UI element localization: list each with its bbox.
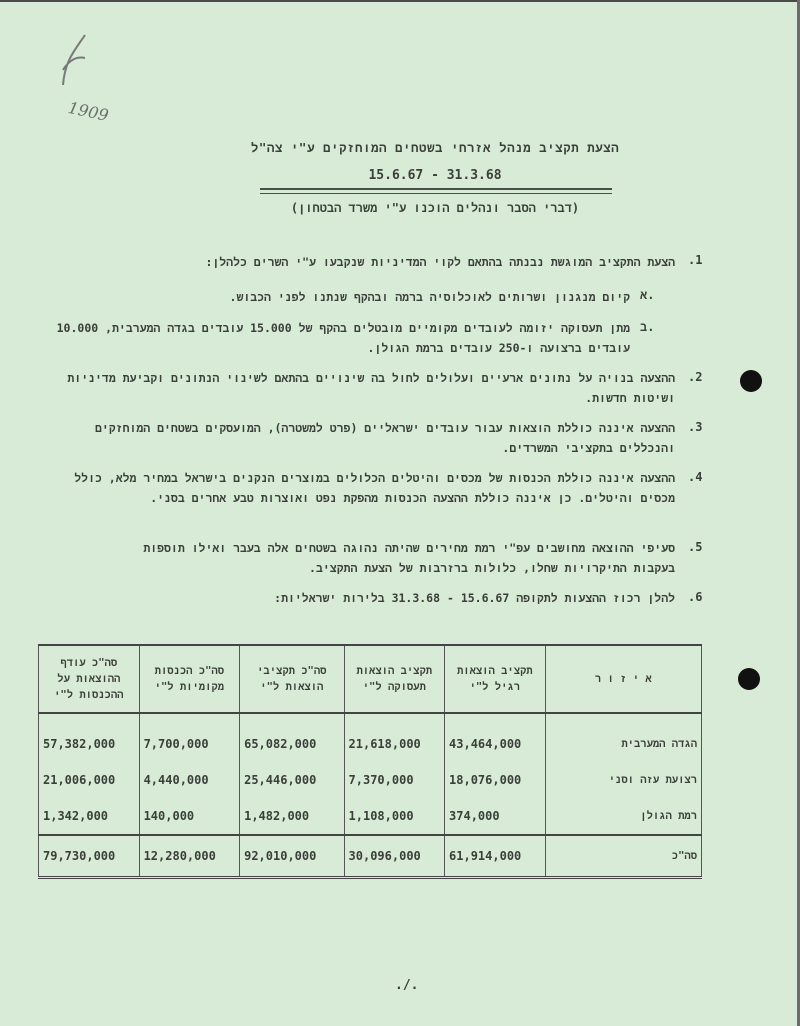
table-row xyxy=(39,713,702,762)
table-header-row xyxy=(39,645,702,713)
item-text: להלן רכוז ההצעות לתקופה 15.6.67 - 31.3.68 בלירות ישראליות: xyxy=(274,591,675,605)
value-cell: 4,440,000 xyxy=(139,762,240,798)
column-header-local-income: סה"כ הכנסות מקומיות ל"י xyxy=(139,645,240,713)
item-number: .1 xyxy=(688,253,703,267)
budget-table xyxy=(38,644,702,879)
column-header-regular-expenses: תקציב הוצאות רגיל ל"י xyxy=(445,645,546,713)
item-number: א. xyxy=(640,288,655,302)
handwritten-number: 1909 xyxy=(66,97,111,126)
handwritten-mark xyxy=(55,30,95,100)
region-cell: רמת הגולן xyxy=(545,798,701,835)
document-dates: 15.6.67 - 31.3.68 xyxy=(368,168,502,183)
table-row xyxy=(39,762,702,798)
value-cell: 374,000 xyxy=(445,798,546,835)
total-value-cell: 12,280,000 xyxy=(139,835,240,878)
item-text: קיום מנגנון ושרותים לאוכלוסיה ברמה ובהקף שנתנו לפני הכבוש. xyxy=(229,290,630,304)
column-header-region: א י ז ו ר xyxy=(545,645,701,713)
table-total-row xyxy=(39,835,702,878)
value-cell: 7,700,000 xyxy=(139,713,240,762)
value-cell: 65,082,000 xyxy=(240,713,344,762)
item-text: מתן תעסוקה יזומה לעובדים מקומיים מובטלים בהקף של 15.000 עובדים בגדה המערבית, 10.000 עובדים ברצועה ו-250 עובדים ברמת הגולן. xyxy=(56,321,630,355)
document-subtitle: (דברי הסבר ונהלים הוכנו ע"י משרד הבטחון) xyxy=(290,201,580,215)
document-title: הצעת תקציב מנהל אזרחי בשטחים המוחזקים ע"י צה"ל xyxy=(250,140,620,155)
value-cell: 1,342,000 xyxy=(39,798,140,835)
value-cell: 21,006,000 xyxy=(39,762,140,798)
column-header-total-expenses: סה"כ תקציבי הוצאות ל"י xyxy=(240,645,344,713)
value-cell: 43,464,000 xyxy=(445,713,546,762)
value-cell: 21,618,000 xyxy=(344,713,445,762)
item-text: ההצעה איננה כוללת הוצאות עבור עובדים ישראליים (פרט למשטרה), המועסקים בשטחים המוחזקים והנכללים בתקציבי המשרדים. xyxy=(94,421,675,455)
item-text: ההצעה בנויה על נתונים ארעיים ועלולים לחול בה שינויים בהתאם לשינוי הנתונים וקביעת מדיניות ושיטות חדשות. xyxy=(67,371,675,405)
total-label-cell: סה"כ xyxy=(545,835,701,878)
header xyxy=(240,140,630,183)
punch-hole xyxy=(740,370,762,392)
value-cell: 18,076,000 xyxy=(445,762,546,798)
total-value-cell: 92,010,000 xyxy=(240,835,344,878)
region-cell: רצועת עזה וסני xyxy=(545,762,701,798)
region-cell: הגדה המערבית xyxy=(545,713,701,762)
title-divider xyxy=(260,188,612,194)
column-header-deficit: סה"כ עודף ההוצאות על ההכנסות ל"י xyxy=(39,645,140,713)
continuation-mark: ./. xyxy=(395,978,419,993)
column-header-employment-expenses: תקציב הוצאות תעסוקה ל"י xyxy=(344,645,445,713)
value-cell: 1,482,000 xyxy=(240,798,344,835)
total-value-cell: 30,096,000 xyxy=(344,835,445,878)
scan-edge-top xyxy=(0,0,800,2)
table-row xyxy=(39,798,702,835)
item-number: .3 xyxy=(688,420,703,434)
item-number: .6 xyxy=(688,590,703,604)
value-cell: 57,382,000 xyxy=(39,713,140,762)
item-number: .5 xyxy=(688,540,703,554)
value-cell: 7,370,000 xyxy=(344,762,445,798)
item-number: ב. xyxy=(640,320,655,334)
value-cell: 1,108,000 xyxy=(344,798,445,835)
item-text: ההצעה איננה כוללת הכנסות של מכסים והיטלים הכלולים במוצרים הנקנים בישראל במחיר מלא, כולל מכסים והיטלים. כן איננה כוללת ההצעה הכנסות מהפקת נפט ואוצרות טבע אחרים בסני. xyxy=(74,471,675,505)
total-value-cell: 79,730,000 xyxy=(39,835,140,878)
item-text: הצעת התקציב המוגשת נבנתה בהתאם לקוי המדיניות שנקבעו ע"י השרים כלהלן: xyxy=(205,255,675,269)
item-number: .2 xyxy=(688,370,703,384)
value-cell: 140,000 xyxy=(139,798,240,835)
value-cell: 25,446,000 xyxy=(240,762,344,798)
punch-hole xyxy=(738,668,760,690)
item-number: .4 xyxy=(688,470,703,484)
item-text: סעיפי ההוצאה מחושבים עפ"י רמת מחירים שהיתה נהוגה בשטחים אלה בעבר ואילו תוספות בעקבות התיקרויות שחלו, כלולות ברזרבות של הצעת התקציב. xyxy=(143,541,675,575)
total-value-cell: 61,914,000 xyxy=(445,835,546,878)
